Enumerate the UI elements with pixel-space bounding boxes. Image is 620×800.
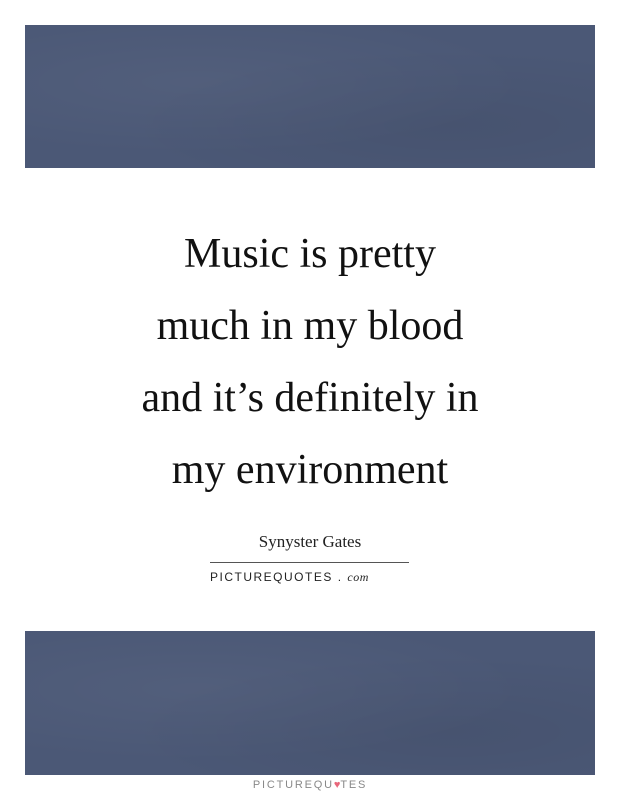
brand-main: PICTUREQUOTES bbox=[210, 570, 333, 584]
quote-line-3: and it’s definitely in bbox=[141, 375, 479, 421]
top-decorative-band bbox=[25, 25, 595, 168]
brand-suffix: com bbox=[347, 570, 369, 584]
footer-suffix: TES bbox=[340, 779, 368, 791]
bottom-decorative-band bbox=[25, 631, 595, 775]
quote-text bbox=[0, 218, 620, 506]
heart-icon: ♥ bbox=[333, 779, 341, 791]
footer-watermark bbox=[0, 779, 620, 791]
quote-line-4: my environment bbox=[171, 447, 449, 493]
quote-author: Synyster Gates bbox=[258, 532, 362, 551]
picturequotes-logo[interactable] bbox=[210, 570, 369, 585]
footer-prefix: PICTUREQU bbox=[252, 779, 334, 791]
brand-dot: . bbox=[337, 570, 343, 584]
quote-line-1: Music is pretty bbox=[184, 231, 436, 277]
quote-line-2: much in my blood bbox=[156, 303, 464, 349]
divider bbox=[210, 562, 409, 563]
